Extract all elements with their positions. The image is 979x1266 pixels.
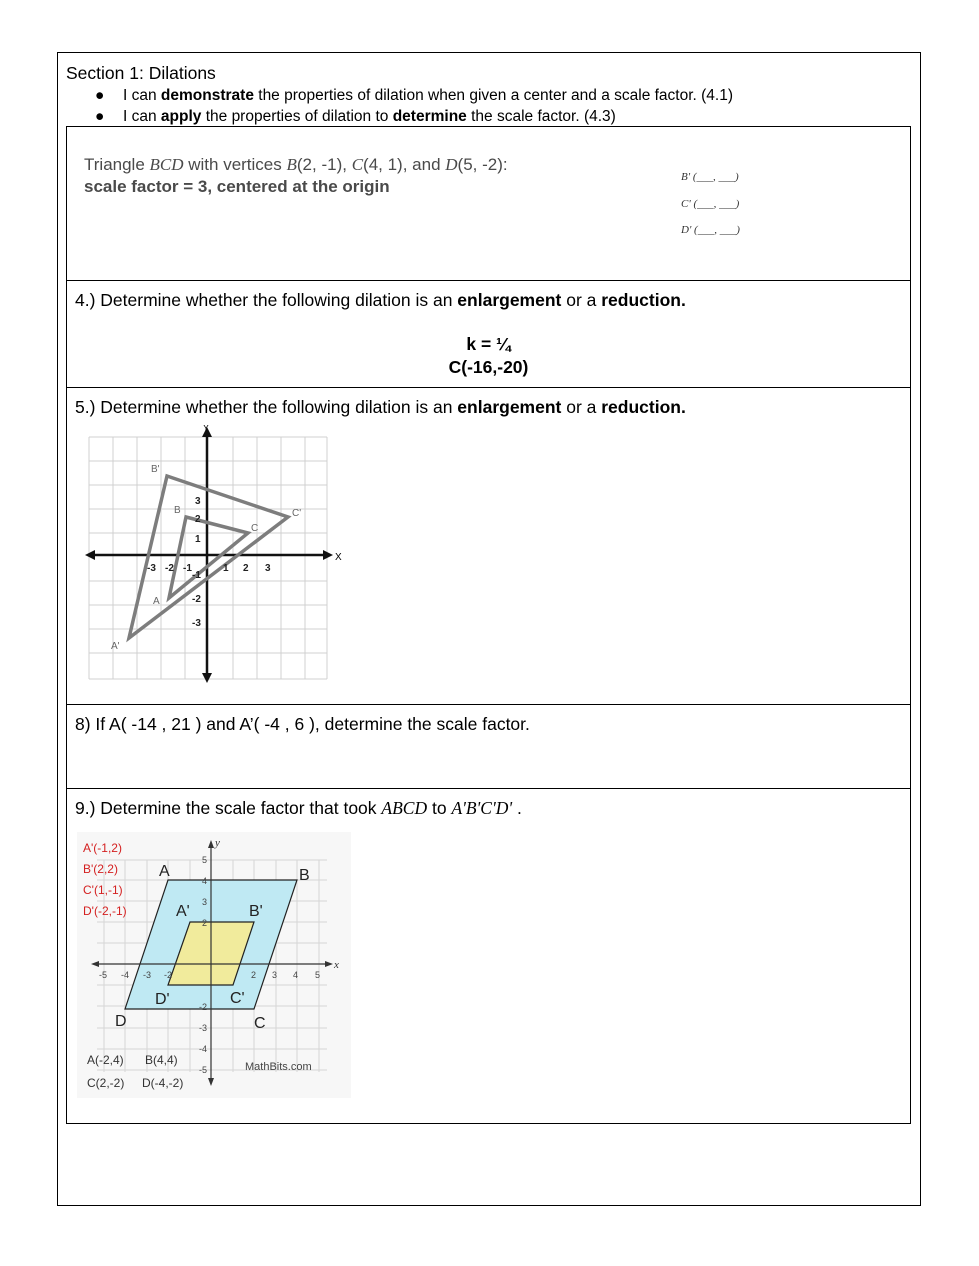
vertex-a-prime: A' [176, 903, 190, 920]
question-9-text: 9.) Determine the scale factor that took ABCD to A'B'C'D' . [75, 798, 522, 818]
tick-y: -2 [192, 594, 201, 605]
tick-x: 5 [315, 970, 321, 980]
tick-y: -3 [199, 1023, 208, 1033]
coord-a: A(-2,4) [87, 1053, 124, 1067]
answer-c-prime: C' (___, ___) [681, 197, 740, 210]
scale-factor-k: k = ¼ [466, 334, 511, 354]
objective-item: ● I can demonstrate the properties of dilation when given a center and a scale factor. (4.1) [95, 87, 734, 104]
coord-c: C(2,-2) [87, 1076, 125, 1090]
tick-y: -2 [199, 1002, 208, 1012]
vertex-c-prime: C' [230, 990, 245, 1007]
answer-b-prime: B' (___, ___) [681, 171, 739, 183]
coord-b: B(4,4) [145, 1053, 178, 1067]
tick-y: 3 [202, 897, 208, 907]
vertex-c: C [254, 1015, 266, 1032]
tick-x: -1 [183, 563, 192, 574]
tick-y: -5 [199, 1065, 208, 1075]
section-title: Section 1: Dilations [66, 63, 216, 83]
tick-x: 1 [223, 563, 229, 574]
question-triangle-row [67, 127, 910, 281]
bullet-icon: ● [95, 87, 105, 104]
tick-x: -2 [165, 563, 174, 574]
answer-d-prime: D' (___, ___) [681, 224, 740, 236]
label-c-prime: C' [292, 508, 302, 519]
tick-y: 1 [195, 534, 201, 545]
label-b-prime: B' [151, 464, 160, 475]
dilation-graph-q5 [85, 425, 347, 687]
question-8-text: 8) If A( -14 , 21 ) and A’( -4 , 6 ), determine the scale factor. [75, 714, 530, 734]
question-9-row [67, 789, 910, 1123]
label-a: A [153, 596, 160, 607]
coord-a-prime: A'(-1,2) [83, 841, 122, 855]
tick-y: 4 [202, 876, 208, 886]
bullet-icon: ● [95, 108, 105, 125]
coord-d: D(-4,-2) [142, 1076, 184, 1090]
x-axis-label: x [334, 959, 339, 971]
question-5-row [67, 388, 910, 705]
triangle-image [129, 476, 288, 638]
dilation-graph-q9 [77, 832, 351, 1098]
objective-item: ● I can apply the properties of dilation to determine the scale factor. (4.3) [95, 108, 616, 125]
tick-y: -1 [192, 570, 201, 581]
vertex-b: B [299, 867, 310, 884]
tick-y: 2 [202, 918, 208, 928]
tick-x: -3 [147, 563, 156, 574]
tick-x: 4 [293, 970, 299, 980]
label-a-prime: A' [111, 641, 120, 652]
tick-y: -3 [192, 618, 201, 629]
coord-c-prime: C'(1,-1) [83, 883, 123, 897]
tick-y: 5 [202, 855, 208, 865]
tick-x: -5 [99, 970, 108, 980]
question-4-row [67, 281, 910, 388]
vertex-a: A [159, 863, 170, 880]
center-point: C(-16,-20) [448, 357, 529, 377]
coord-d-prime: D'(-2,-1) [83, 904, 127, 918]
tick-x: -2 [164, 970, 173, 980]
question-table [66, 126, 911, 1124]
mathbits-logo: MathBits.com [245, 1061, 312, 1073]
y-axis-label: y [215, 837, 220, 849]
tick-y: 3 [195, 496, 201, 507]
tick-x: 2 [243, 563, 249, 574]
objectives-list [95, 86, 733, 128]
tick-x: -4 [121, 970, 130, 980]
tick-x: 2 [251, 970, 257, 980]
y-axis-label: Y [203, 425, 210, 433]
x-axis-label: X [335, 552, 342, 563]
triangle-problem-image: Triangle BCD with vertices B(2, -1), C(4, 1), and D(5, -2): scale factor = 3, centered at the origin [84, 155, 508, 196]
answer-blanks [681, 171, 740, 251]
tick-x: 3 [272, 970, 278, 980]
tick-y: -4 [199, 1044, 208, 1054]
vertex-d-prime: D' [155, 991, 170, 1008]
vertex-b-prime: B' [249, 903, 263, 920]
tick-x: 3 [265, 563, 271, 574]
tick-y: 2 [195, 514, 201, 525]
label-b: B [174, 505, 181, 516]
coord-b-prime: B'(2,2) [83, 862, 118, 876]
vertex-d: D [115, 1013, 127, 1030]
label-c: C [251, 523, 259, 534]
question-4-text: 4.) Determine whether the following dilation is an enlargement or a reduction. [75, 290, 686, 310]
question-8-row [67, 705, 910, 789]
question-5-text: 5.) Determine whether the following dilation is an enlargement or a reduction. [75, 397, 686, 417]
tick-x: -3 [143, 970, 152, 980]
